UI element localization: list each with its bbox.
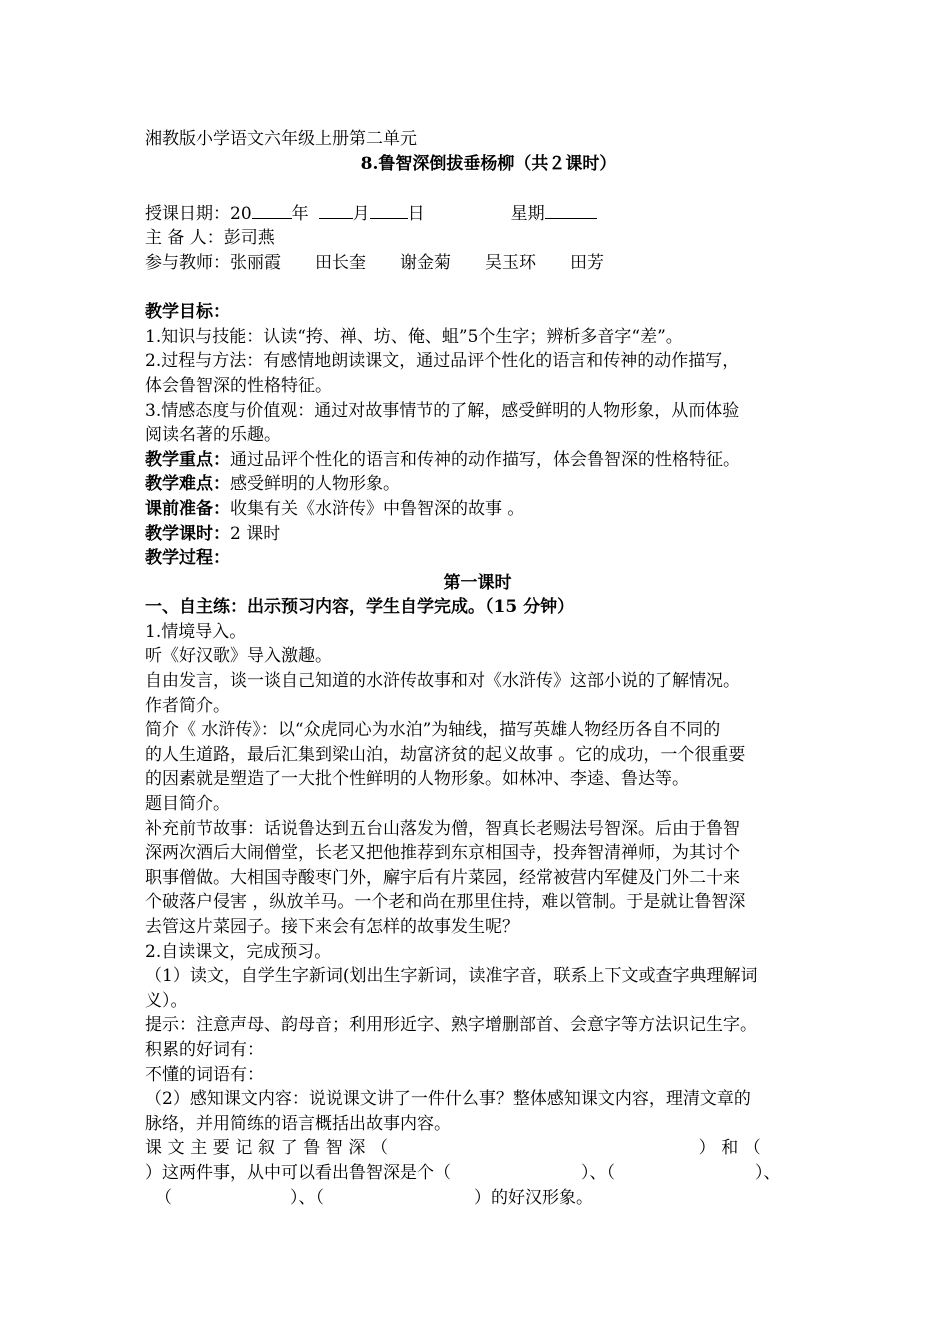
paragraph-line: 简介《 水浒传》：以“众虎同心为水泊”为轴线，描写英雄人物经历各自不同的 bbox=[145, 720, 721, 741]
section-heading: 一、自主练：出示预习内容，学生自学完成。（15 分钟） bbox=[145, 597, 575, 618]
paragraph-line: 的人生道路，最后汇集到梁山泊，劫富济贫的起义故事 。它的成功，一个很重要 bbox=[145, 744, 746, 765]
paragraph-line: 自由发言，谈一谈自己知道的水浒传故事和对《水浒传》这部小说的了解情况。 bbox=[145, 671, 740, 692]
month-blank bbox=[319, 201, 353, 219]
lesson-title: 8.鲁智深倒拔垂杨柳（共２课时） bbox=[360, 153, 617, 174]
prep-line bbox=[145, 497, 810, 522]
paragraph-line: 个破落户侵害 ，纵放羊马。一个老和尚在那里住持，难以管制。于是就让鲁智深 bbox=[145, 892, 746, 913]
year-label: 年 bbox=[291, 203, 309, 224]
paragraph-line: 职事僧做。大相国寺酸枣门外，廨宇后有片菜园，经常被营内军健及门外二十来 bbox=[145, 867, 740, 888]
paragraph-line: 作者简介。 bbox=[145, 695, 230, 716]
fill-text: ）、（ bbox=[581, 1162, 615, 1183]
teachers-line bbox=[145, 251, 810, 276]
paragraph-line: 积累的好词有： bbox=[145, 1039, 264, 1060]
paragraph-line: 2.自读课文，完成预习。 bbox=[145, 941, 332, 962]
teacher-name: 田芳 bbox=[570, 252, 604, 273]
keypoint-line bbox=[145, 448, 810, 473]
prep-label: 课前准备： bbox=[145, 498, 230, 519]
teacher-name: 谢金菊 bbox=[400, 252, 451, 273]
paragraph-line: 补充前节故事：话说鲁达到五台山落发为僧，智真长老赐法号智深。后由于鲁智 bbox=[145, 818, 740, 839]
date-line bbox=[145, 201, 810, 227]
goal-line: 体会鲁智深的性格特征。 bbox=[145, 375, 332, 396]
teacher-name: 张丽霞 bbox=[230, 252, 281, 273]
paragraph-line: 听《好汉歌》导入激趣。 bbox=[145, 646, 332, 667]
fill-blank-line bbox=[145, 1186, 810, 1211]
unit-line: 湘教版小学语文六年级上册第二单元 bbox=[145, 129, 417, 149]
process-heading: 教学过程： bbox=[145, 548, 230, 569]
fill-text: （ bbox=[155, 1187, 172, 1208]
hours-label: 教学课时： bbox=[145, 523, 230, 544]
paragraph-line: （2）感知课文内容：说说课文讲了一件什么事？整体感知课文内容，理清文章的 bbox=[145, 1089, 751, 1110]
year-blank bbox=[252, 201, 292, 219]
paragraph-line: （1）读文，自学生字新词(划出生字新词，读准字音，联系上下文或查字典理解词 bbox=[145, 966, 758, 987]
preparer-line bbox=[145, 226, 810, 251]
paragraph-line: 1.情境导入。 bbox=[145, 621, 247, 642]
fill-blank-line bbox=[145, 1136, 810, 1161]
preparer-name: 彭司燕 bbox=[223, 228, 275, 249]
paragraph-line: 不懂的词语有： bbox=[145, 1064, 264, 1085]
keypoint-text: 通过品评个性化的语言和传神的动作描写，体会鲁智深的性格特征。 bbox=[230, 449, 740, 470]
lesson-heading: 第一课时 bbox=[443, 572, 512, 593]
paragraph-line: 的因素就是塑造了一大批个性鲜明的人物形象。如林冲、李逵、鲁达等。 bbox=[145, 769, 689, 790]
paragraph-line: 深两次酒后大闹僧堂，长老又把他推荐到东京相国寺，投奔智清禅师，为其讨个 bbox=[145, 843, 740, 864]
fill-text: ）和（ bbox=[698, 1138, 767, 1159]
goal-line: 3.情感态度与价值观：通过对故事情节的了解，感受鲜明的人物形象，从而体验 bbox=[145, 400, 740, 421]
keypoint-label: 教学重点： bbox=[145, 449, 230, 470]
paragraph-line: 题目简介。 bbox=[145, 794, 230, 815]
prep-text: 收集有关《水浒传》中鲁智深的故事 。 bbox=[230, 498, 525, 519]
paragraph-line: 义）。 bbox=[145, 990, 188, 1011]
fill-text: 课文主要记叙了鲁智深（ bbox=[145, 1138, 394, 1159]
date-label: 授课日期：20 bbox=[145, 203, 252, 224]
teacher-name: 吴玉环 bbox=[485, 252, 536, 273]
difficulty-line bbox=[145, 472, 810, 497]
goals-heading: 教学目标： bbox=[145, 302, 230, 323]
goal-line: 1.知识与技能：认读“挎、禅、坊、俺、蛆”5个生字；辨析多音字“差”。 bbox=[145, 326, 683, 347]
day-label: 日 bbox=[407, 203, 425, 224]
fill-text: ）、（ bbox=[290, 1187, 324, 1208]
month-label: 月 bbox=[352, 203, 370, 224]
hours-line bbox=[145, 522, 810, 547]
paragraph-line: 提示：注意声母、韵母音；利用形近字、熟字增删部首、会意字等方法识记生字。 bbox=[145, 1015, 757, 1036]
preparer-label: 主 备 人： bbox=[145, 228, 224, 249]
fill-text: ）的好汉形象。 bbox=[474, 1187, 593, 1208]
goal-line: 2.过程与方法：有感情地朗读课文，通过品评个性化的语言和传神的动作描写， bbox=[145, 351, 740, 372]
week-blank bbox=[545, 201, 597, 219]
teachers-label: 参与教师： bbox=[145, 252, 230, 273]
teacher-name: 田长奎 bbox=[315, 252, 366, 273]
fill-text: ）、 bbox=[755, 1162, 781, 1183]
paragraph-line: 去管这片菜园子。接下来会有怎样的故事发生呢？ bbox=[145, 917, 519, 937]
goal-line: 阅读名著的乐趣。 bbox=[145, 425, 281, 446]
fill-blank-line bbox=[145, 1161, 810, 1186]
week-label: 星期 bbox=[510, 203, 545, 224]
paragraph-line: 脉络，并用简练的语言概括出故事内容。 bbox=[145, 1113, 451, 1134]
difficulty-text: 感受鲜明的人物形象。 bbox=[230, 474, 400, 495]
difficulty-label: 教学难点： bbox=[145, 474, 230, 495]
day-blank bbox=[370, 201, 408, 219]
hours-text: 2 课时 bbox=[230, 523, 281, 544]
fill-text: ）这两件事，从中可以看出鲁智深是个（ bbox=[145, 1162, 451, 1183]
